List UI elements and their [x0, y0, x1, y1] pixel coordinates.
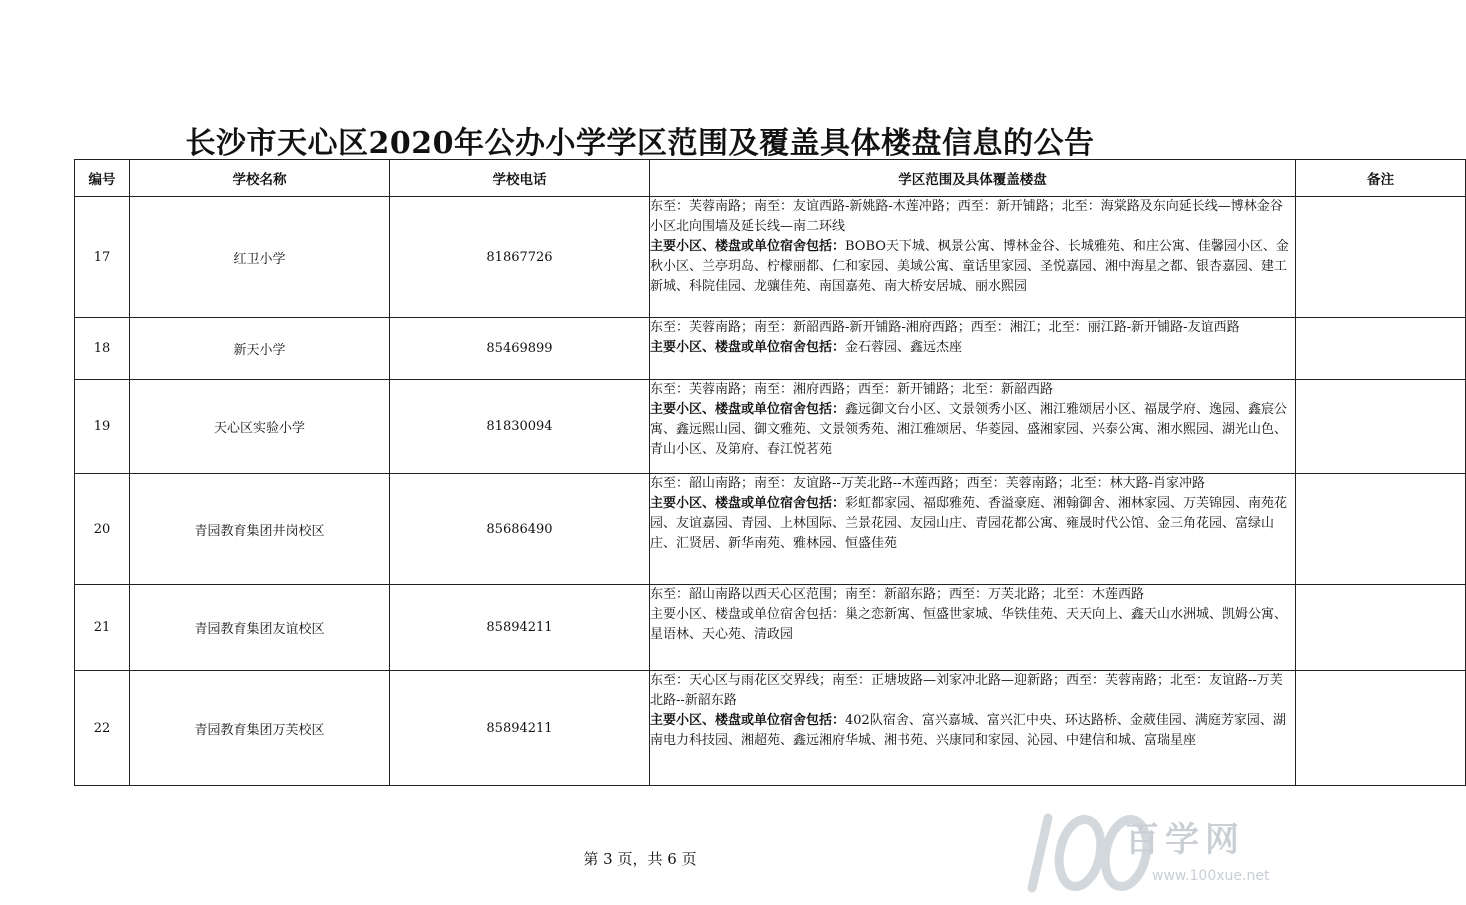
row-school: 红卫小学	[130, 197, 390, 318]
row-note	[1296, 585, 1466, 671]
row-note	[1296, 671, 1466, 786]
row-school: 新天小学	[130, 318, 390, 380]
table-row	[75, 380, 1466, 474]
row-communities: 彩虹都家园、福邸雅苑、香溢豪庭、湘翰御舍、湘林家园、万芙锦园、南苑花园、友谊嘉园、青园、上林国际、兰景花园、友园山庄、青园花都公寓、雍晟时代公馆、金三角花园、富绿山庄、汇贤居、新华南苑、雅林园、恒盛佳苑	[650, 496, 1288, 551]
page-footer: 第 3 页，共 6 页	[583, 850, 697, 868]
row-communities-label: 主要小区、楼盘或单位宿舍包括：	[650, 713, 846, 728]
row-scope	[650, 197, 1296, 318]
watermark-url: www.100xue.net	[1152, 868, 1270, 884]
row-communities-label: 主要小区、楼盘或单位宿舍包括：	[650, 496, 846, 511]
row-school: 青园教育集团井岗校区	[130, 474, 390, 585]
header-scope: 学区范围及具体覆盖楼盘	[650, 160, 1296, 197]
row-communities-label: 主要小区、楼盘或单位宿舍包括：	[650, 402, 846, 417]
table-row	[75, 474, 1466, 585]
row-school: 青园教育集团万芙校区	[130, 671, 390, 786]
row-note	[1296, 474, 1466, 585]
row-boundary: 东至：韶山南路以西天心区范围；南至：新韶东路；西至：万芙北路；北至：木莲西路	[650, 587, 1145, 602]
row-phone: 85894211	[390, 585, 650, 671]
page-title: 长沙市天心区2020年公办小学学区范围及覆盖具体楼盘信息的公告	[185, 126, 1095, 161]
header-note: 备注	[1296, 160, 1466, 197]
row-school: 青园教育集团友谊校区	[130, 585, 390, 671]
school-district-table	[74, 159, 1466, 786]
row-boundary: 东至：芙蓉南路；南至：新韶西路-新开铺路-湘府西路；西至：湘江；北至：丽江路-新开铺路-友谊西路	[650, 320, 1240, 335]
table-row	[75, 671, 1466, 786]
row-scope	[650, 671, 1296, 786]
row-no: 18	[75, 318, 130, 380]
row-no: 21	[75, 585, 130, 671]
header-school: 学校名称	[130, 160, 390, 197]
row-communities: 金石蓉园、鑫远杰座	[845, 340, 963, 355]
header-phone: 学校电话	[390, 160, 650, 197]
row-school: 天心区实验小学	[130, 380, 390, 474]
row-scope	[650, 474, 1296, 585]
row-phone: 85469899	[390, 318, 650, 380]
row-no: 22	[75, 671, 130, 786]
row-no: 20	[75, 474, 130, 585]
row-no: 19	[75, 380, 130, 474]
row-communities: BOBO天下城、枫景公寓、博林金谷、长城雅苑、和庄公寓、佳馨园小区、金秋小区、兰亭玥岛、柠檬丽都、仁和家园、美域公寓、童话里家园、圣悦嘉园、湘中海星之都、银杏嘉园、建工新城、科院佳园、龙骧佳苑、南国嘉苑、南大桥安居城、丽水熙园	[650, 239, 1289, 294]
row-communities-label: 主要小区、楼盘或单位宿舍包括：	[650, 239, 846, 254]
table-row	[75, 197, 1466, 318]
table-row	[75, 585, 1466, 671]
row-communities: 402队宿舍、富兴嘉城、富兴汇中央、环达路桥、金葳佳园、满庭芳家园、湖南电力科技园、湘超苑、鑫远湘府华城、湘书苑、兴康同和家园、沁园、中建信和城、富瑞星座	[650, 713, 1286, 748]
row-note	[1296, 380, 1466, 474]
row-boundary: 东至：韶山南路；南至：友谊路--万芙北路--木莲西路；西至：芙蓉南路；北至：林大路-肖家冲路	[650, 476, 1205, 491]
row-phone: 85894211	[390, 671, 650, 786]
row-scope	[650, 318, 1296, 380]
row-scope	[650, 380, 1296, 474]
row-boundary: 东至：天心区与雨花区交界线；南至：正塘坡路—刘家冲北路—迎新路；西至：芙蓉南路；北至：友谊路--万芙北路--新韶东路	[650, 673, 1283, 708]
row-boundary: 东至：芙蓉南路；南至：友谊西路-新姚路-木莲冲路；西至：新开铺路；北至：海棠路及东向延长线—博林金谷小区北向围墙及延长线—南二环线	[650, 199, 1283, 234]
table-header-row	[75, 160, 1466, 197]
row-phone: 81830094	[390, 380, 650, 474]
table-row	[75, 318, 1466, 380]
row-phone: 85686490	[390, 474, 650, 585]
row-no: 17	[75, 197, 130, 318]
row-note	[1296, 197, 1466, 318]
row-communities: 鑫远御文台小区、文景领秀小区、湘江雅颂居小区、福晟学府、逸园、鑫宸公寓、鑫远熙山园、御文雅苑、文景领秀苑、湘江雅颂居、华菱园、盛湘家园、兴泰公寓、湘水熙园、湖光山色、青山小区、及第府、春江悦茗苑	[650, 402, 1288, 457]
header-no: 编号	[75, 160, 130, 197]
row-note	[1296, 318, 1466, 380]
row-communities-label: 主要小区、楼盘或单位宿舍包括：	[650, 340, 846, 355]
row-phone: 81867726	[390, 197, 650, 318]
row-boundary: 东至：芙蓉南路；南至：湘府西路；西至：新开铺路；北至：新韶西路	[650, 382, 1054, 397]
watermark-logo-text: 百学网	[1125, 820, 1245, 860]
row-scope	[650, 585, 1296, 671]
row-communities-label: 主要小区、楼盘或单位宿舍包括：	[650, 607, 846, 622]
row-communities: 巢之恋新寓、恒盛世家城、华铁佳苑、天天向上、鑫天山水洲城、凯姆公寓、星语林、天心苑、清政园	[650, 607, 1288, 642]
